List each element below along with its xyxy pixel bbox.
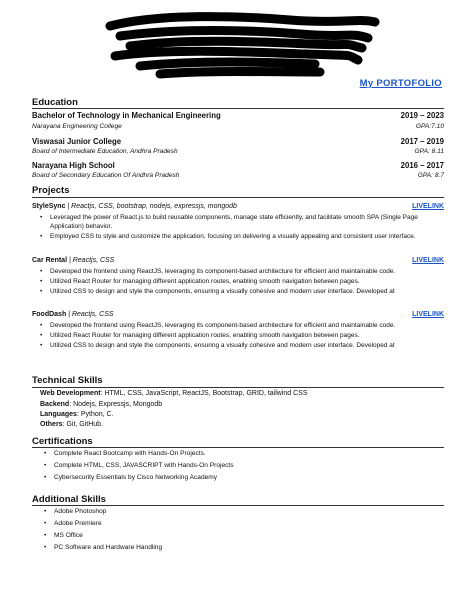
project-bullet: • Utilized React Router for managing different application routes, enabling smooth navigation between pages. [40,277,444,286]
section-divider [32,108,444,109]
project-bullet: • Developed the frontend using ReactJS, leveraging its component-based architecture for efficient and maintainable code. [40,267,444,276]
project-live-link[interactable]: LIVELINK [412,257,444,264]
section-title-additional-skills: Additional Skills [32,494,106,505]
skill-label: Others [40,421,63,428]
education-school: Board of Secondary Education Of Andhra Pradesh [32,172,180,179]
skill-label: Backend [40,401,70,408]
additional-skill-item: • MS Office [40,530,162,542]
education-entry [32,161,444,170]
project-bullet: • Employed CSS to style and customize the application, focusing on delivering a visually appealing and consistent user interface. [40,232,444,241]
project-bullet: • Utilized React Router for managing different application routes, enabling smooth navigation between pages. [40,331,444,340]
section-divider [32,197,444,198]
education-score: GPA: 8.7 [417,172,444,179]
education-years: 2017 – 2019 [400,137,444,146]
education-detail [32,123,444,130]
project-bullet: • Utilized CSS to design and style the components, ensuring a visually cohesive and modern user interface. Developed at [40,341,444,350]
additional-skills-list [40,506,162,554]
project-stack: | Reactjs, CSS, bootstrap, nodejs, expressjs, mongodb [65,203,237,210]
additional-skill-item: • Adobe Premiere [40,518,162,530]
education-years: 2019 – 2023 [400,111,444,120]
certification-item: • Complete HTML, CSS, JAVASCRIPT with Hands-On Projects [40,460,234,472]
redacted-header-scribble [100,8,380,88]
skill-value: : HTML, CSS, JavaScript, ReactJS, Bootstrap, GRID, tailwind CSS [100,390,308,397]
project-live-link[interactable]: LIVELINK [412,203,444,210]
education-degree: Viswasai Junior College [32,137,122,146]
education-entry [32,137,444,146]
education-years: 2016 – 2017 [400,161,444,170]
project-header [32,311,444,318]
education-detail [32,172,444,179]
skill-label: Languages [40,411,77,418]
project-bullet: • Developed the frontend using ReactJS, leveraging its component-based architecture for efficient and maintainable code. [40,321,444,330]
project-header [32,257,444,264]
project-bullets [40,213,444,242]
education-entry [32,111,444,120]
additional-skill-item: • Adobe Photoshop [40,506,162,518]
education-school: Narayana Engineering College [32,123,122,130]
education-score: GPA:7.10 [415,123,444,130]
project-name: FoodDash [32,311,67,318]
education-score: GPA: 8.11 [414,148,444,155]
skill-value: : Git, GitHub. [62,421,104,428]
skill-label: Web Development [40,390,101,397]
skill-line-web [40,390,308,397]
skill-line-languages [40,411,114,418]
additional-skill-item: • PC Software and Hardware Handling [40,542,162,554]
skill-line-others [40,421,103,428]
section-title-projects: Projects [32,185,70,196]
skill-value: : Python, C. [76,411,114,418]
project-bullet: • Utilized CSS to design and style the components, ensuring a visually cohesive and modern user interface. Developed at [40,287,444,296]
project-header [32,203,444,210]
section-title-certifications: Certifications [32,436,93,447]
certification-list [40,448,234,484]
education-school: Board of Intermediate Education, Andhra Pradesh [32,148,178,155]
project-bullets [40,321,444,351]
skill-value: : Nodejs, Expressjs, Mongodb [69,401,163,408]
section-title-technical-skills: Technical Skills [32,375,103,386]
project-bullet: • Leveraged the power of React.js to build reusable components, manage state efficiently, and facilitate smooth SPA (Single Page Application) behavior. [40,213,444,231]
skill-line-backend [40,401,162,408]
portfolio-link[interactable]: My PORTOFOLIO [359,78,442,89]
education-degree: Narayana High School [32,161,115,170]
education-detail [32,148,444,155]
certification-item: • Cybersecurity Essentials by Cisco Networking Academy [40,472,234,484]
project-name: Car Rental [32,257,68,264]
project-stack: | Reactjs, CSS [67,257,115,264]
project-live-link[interactable]: LIVELINK [412,311,444,318]
project-stack: | Reactjs, CSS [66,311,114,318]
certification-item: • Complete React Bootcamp with Hands-On Projects. [40,448,234,460]
project-name: StyleSync [32,203,66,210]
section-divider [32,387,444,388]
education-degree: Bachelor of Technology in Mechanical Engineering [32,111,221,120]
project-bullets [40,267,444,297]
section-title-education: Education [32,97,78,108]
